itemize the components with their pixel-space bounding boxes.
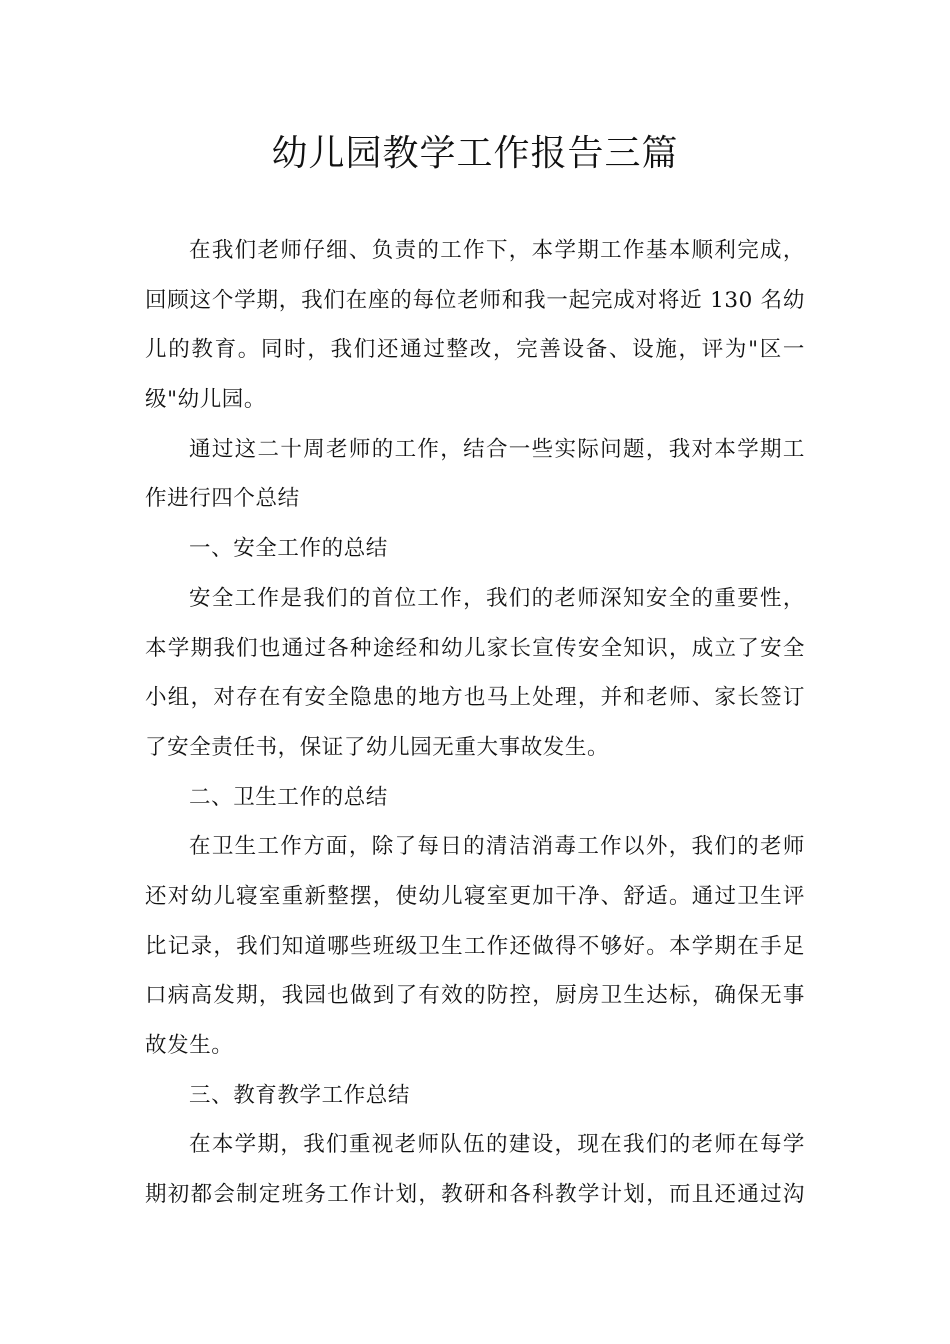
document-body xyxy=(145,226,805,1220)
paragraph-line: 比记录，我们知道哪些班级卫生工作还做得不够好。本学期在手足 xyxy=(145,933,805,959)
paragraph-line: 在卫生工作方面，除了每日的清洁消毒工作以外，我们的老师 xyxy=(189,834,805,860)
paragraph-line: 口病高发期，我园也做到了有效的防控，厨房卫生达标，确保无事 xyxy=(145,983,805,1009)
section-heading: 一、安全工作的总结 xyxy=(189,536,388,562)
paragraph-line: 级"幼儿园。 xyxy=(145,387,266,413)
section-heading: 二、卫生工作的总结 xyxy=(189,784,388,810)
paragraph-line: 期初都会制定班务工作计划，教研和各科教学计划，而且还通过沟 xyxy=(145,1182,805,1208)
paragraph-line: 回顾这个学期，我们在座的每位老师和我一起完成对将近 130 名幼 xyxy=(145,287,805,313)
paragraph-line: 本学期我们也通过各种途经和幼儿家长宣传安全知识，成立了安全 xyxy=(145,635,805,661)
paragraph-line: 故发生。 xyxy=(145,1033,234,1058)
paragraph-line: 还对幼儿寝室重新整摆，使幼儿寝室更加干净、舒适。通过卫生评 xyxy=(145,883,805,909)
section-heading: 三、教育教学工作总结 xyxy=(189,1082,411,1108)
paragraph-line: 儿的教育。同时，我们还通过整改，完善设备、设施，评为"区一 xyxy=(145,337,805,363)
paragraph-line: 在本学期，我们重视老师队伍的建设，现在我们的老师在每学 xyxy=(189,1132,805,1158)
document-title: 幼儿园教学工作报告三篇 xyxy=(271,133,679,174)
paragraph-line: 通过这二十周老师的工作，结合一些实际问题，我对本学期工 xyxy=(189,436,805,462)
paragraph-line: 小组，对存在有安全隐患的地方也马上处理，并和老师、家长签订 xyxy=(145,685,805,711)
paragraph-line: 安全工作是我们的首位工作，我们的老师深知安全的重要性， xyxy=(189,585,805,611)
paragraph-line: 作进行四个总结 xyxy=(145,486,300,512)
paragraph-line: 了安全责任书，保证了幼儿园无重大事故发生。 xyxy=(145,734,610,760)
paragraph-line: 在我们老师仔细、负责的工作下，本学期工作基本顺利完成， xyxy=(189,238,805,263)
